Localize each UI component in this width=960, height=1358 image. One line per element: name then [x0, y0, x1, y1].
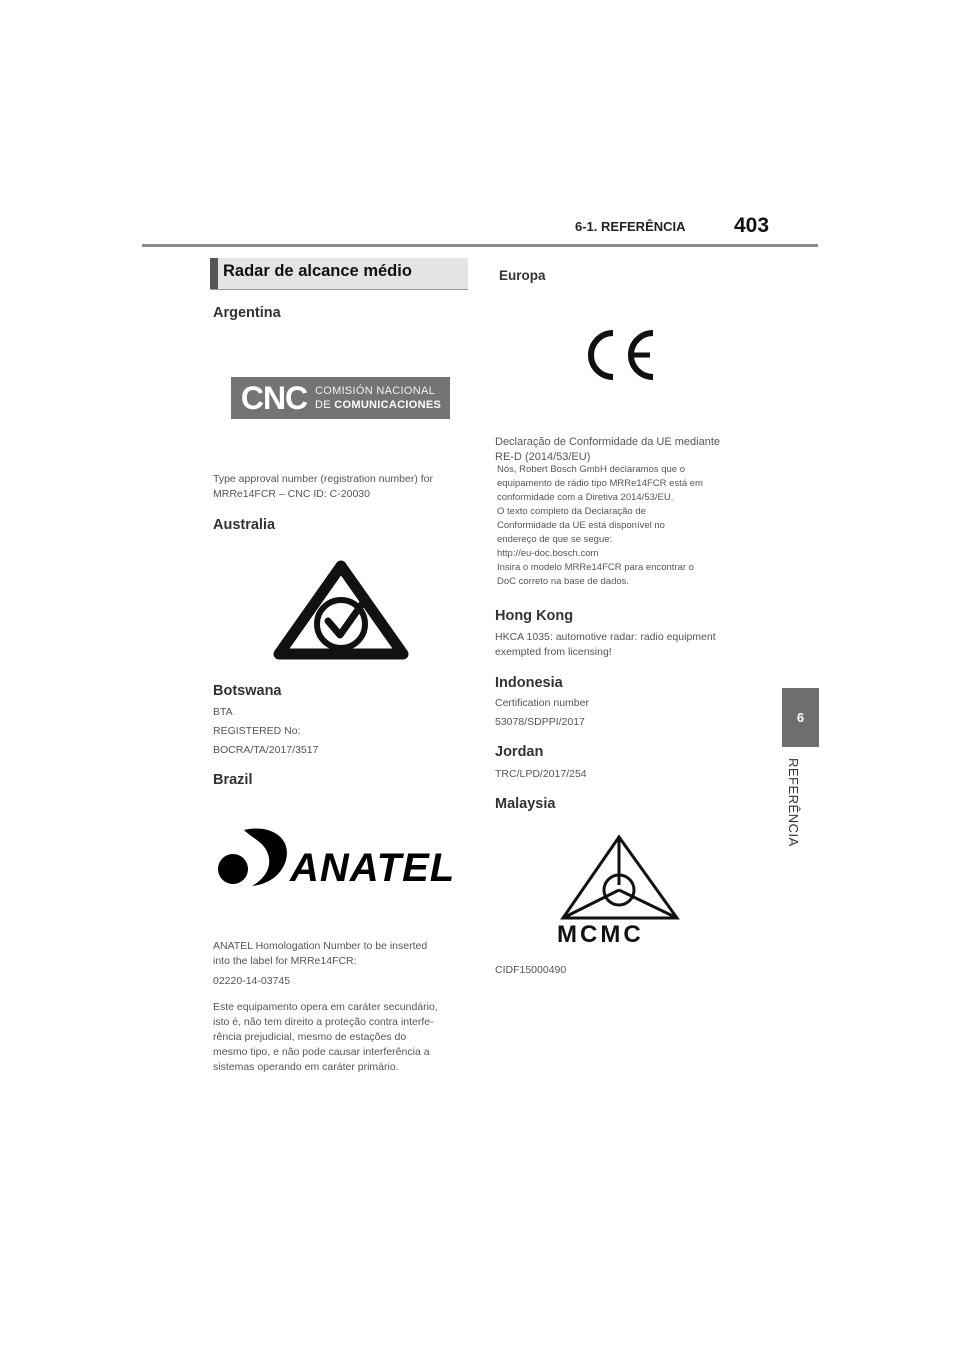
heading-australia: Australia	[213, 517, 276, 533]
heading-jordan: Jordan	[495, 744, 544, 760]
botswana-text-2: REGISTERED No:	[213, 725, 301, 737]
botswana-text-1: BTA	[213, 706, 233, 718]
brazil-text-1: ANATEL Homologation Number to be inserted	[213, 940, 428, 952]
anatel-logo-icon	[216, 826, 292, 888]
argentina-text-1: Type approval number (registration number) for	[213, 473, 434, 485]
cnc-logo-mark: CNC	[240, 379, 308, 416]
chapter-number: 6	[796, 710, 805, 725]
heading-botswana: Botswana	[213, 683, 282, 699]
heading-hongkong: Hong Kong	[495, 608, 574, 624]
anatel-logo-text: ANATEL	[290, 846, 456, 890]
cnc-logo	[231, 377, 450, 419]
hongkong-text-1: HKCA 1035: automotive radar: radio equipment	[495, 631, 716, 643]
cnc-logo-line1: COMISIÓN NACIONAL	[315, 385, 436, 397]
jordan-text-1: TRC/LPD/2017/254	[495, 768, 587, 780]
header-rule	[142, 244, 818, 247]
heading-brazil: Brazil	[213, 772, 253, 788]
section-title-bar	[210, 258, 218, 289]
chapter-tab[interactable]	[782, 688, 819, 747]
cnc-logo-line2: DE COMUNICACIONES	[315, 399, 442, 411]
brazil-note-2: isto é, não tem direito a proteção contra interfe-	[213, 1016, 434, 1028]
argentina-text-2: MRRe14FCR – CNC ID: C-20030	[213, 488, 370, 500]
heading-indonesia: Indonesia	[495, 675, 563, 691]
brazil-note-5: sistemas operando em caráter primário.	[213, 1061, 399, 1073]
mcmc-logo-text: MCMC	[557, 921, 644, 948]
europa-decl-1: Declaração de Conformidade da UE mediante	[495, 436, 721, 448]
brazil-note-1: Este equipamento opera em caráter secundário,	[213, 1001, 438, 1013]
brazil-text-2: into the label for MRRe14FCR:	[213, 955, 357, 967]
indonesia-text-1: Certification number	[495, 697, 589, 709]
chapter-label: REFERÊNCIA	[786, 758, 801, 847]
europa-decl-2: RE-D (2014/53/EU)	[495, 451, 591, 463]
brazil-number: 02220-14-03745	[213, 975, 291, 987]
indonesia-text-2: 53078/SDPPI/2017	[495, 716, 585, 728]
rcm-mark-icon	[270, 558, 412, 664]
botswana-text-3: BOCRA/TA/2017/3517	[213, 744, 319, 756]
section-title: Radar de alcance médio	[223, 262, 412, 280]
brazil-note-3: rência prejudicial, mesmo de estações do	[213, 1031, 407, 1043]
heading-malaysia: Malaysia	[495, 796, 556, 812]
brazil-note-4: mesmo tipo, e não pode causar interferência a	[213, 1046, 430, 1058]
ce-mark-icon	[583, 328, 657, 382]
hongkong-text-2: exempted from licensing!	[495, 646, 612, 658]
heading-argentina: Argentina	[213, 305, 281, 321]
malaysia-text-1: CIDF15000490	[495, 964, 567, 976]
section-label: 6-1. REFERÊNCIA	[575, 219, 686, 234]
heading-europa: Europa	[499, 268, 546, 283]
page-number: 403	[734, 214, 770, 237]
